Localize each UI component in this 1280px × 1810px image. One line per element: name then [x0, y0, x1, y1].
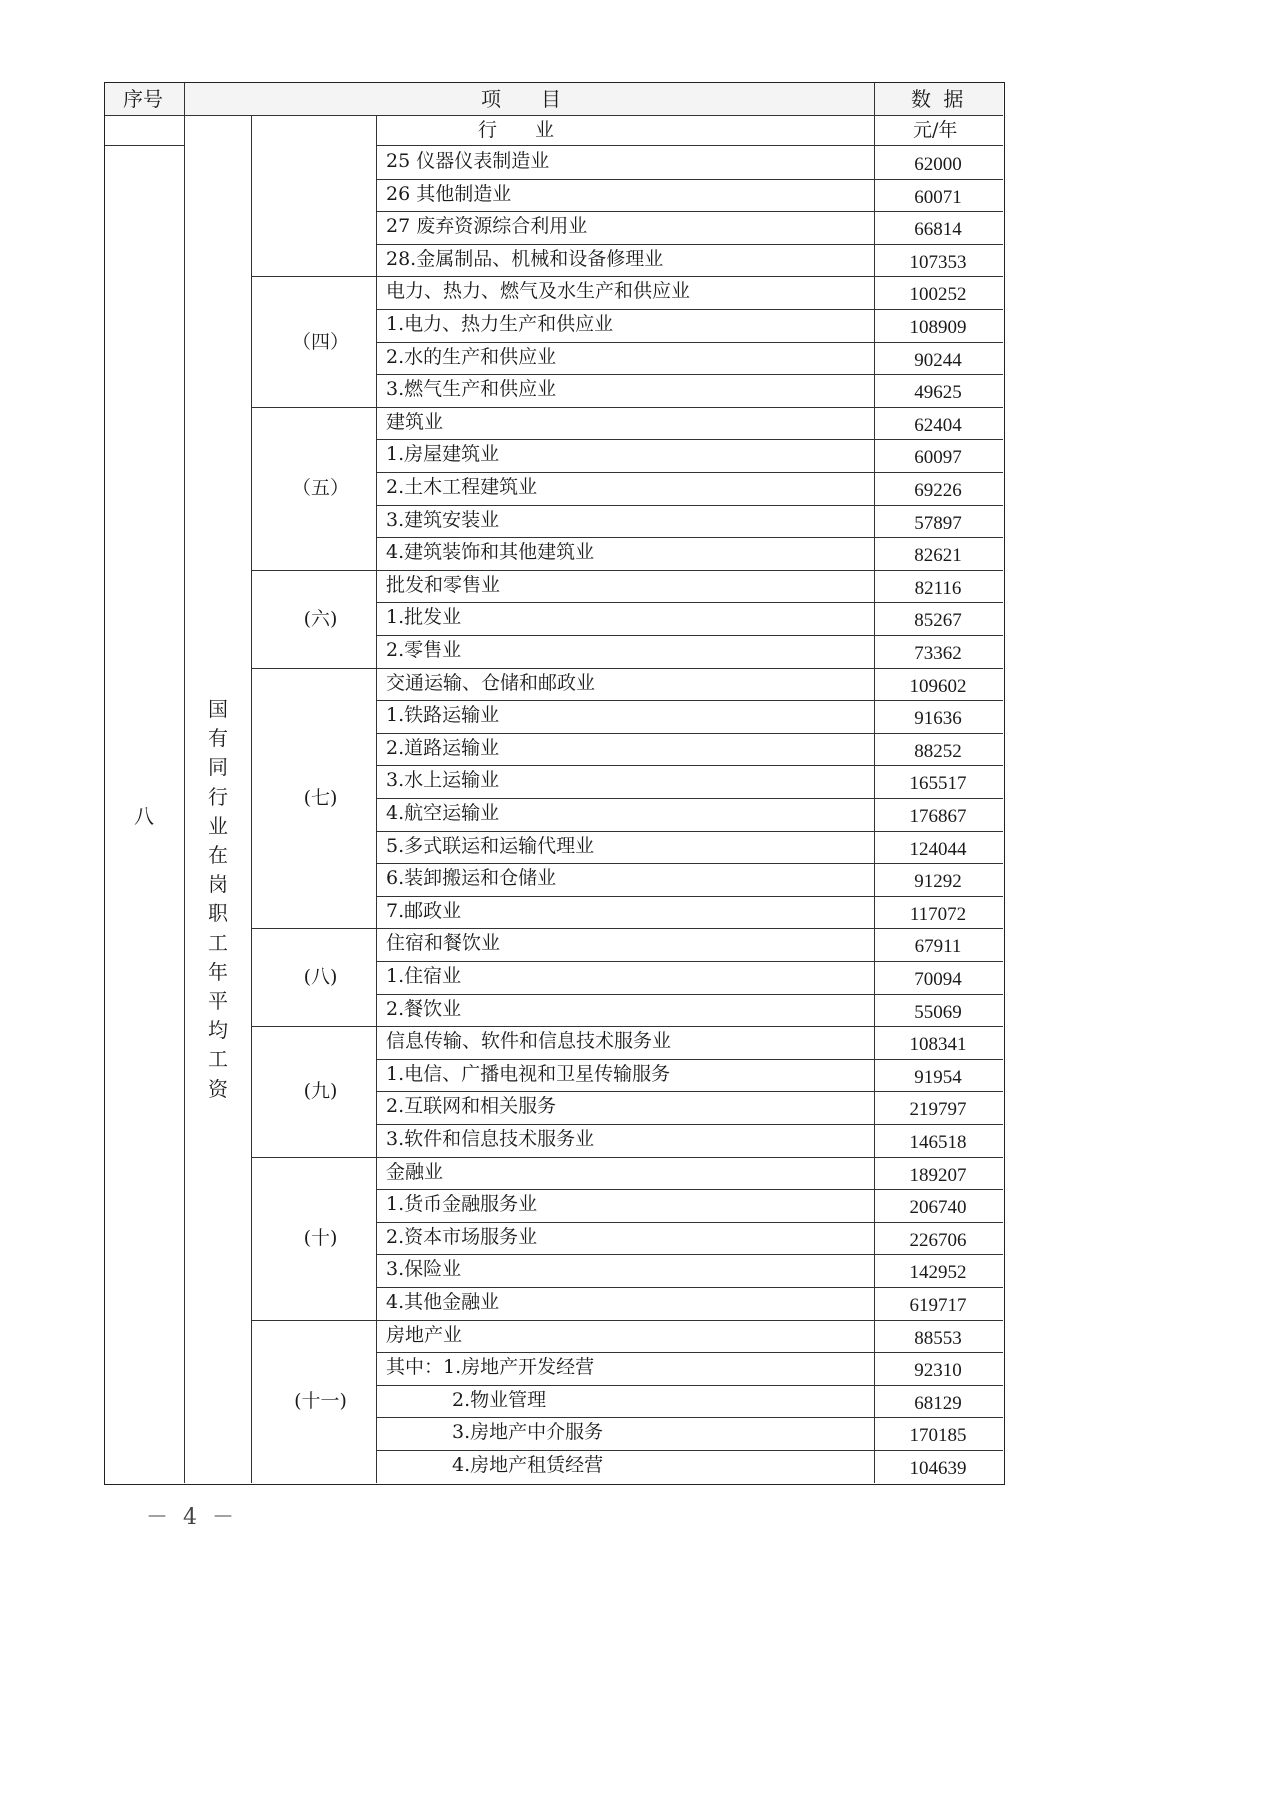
wage-value: 124044	[909, 838, 967, 860]
group-label: (九)	[303, 1080, 338, 1103]
subheader-divider	[376, 145, 1003, 146]
wage-value: 85267	[914, 610, 962, 632]
wage-value: 146518	[909, 1132, 967, 1153]
section-title-char: 年	[208, 959, 228, 984]
industry-name: 3.软件和信息技术服务业	[386, 1128, 595, 1150]
industry-name: 4.其他金融业	[386, 1291, 500, 1313]
industry-name: 1.批发业	[386, 606, 462, 629]
row-divider	[376, 505, 1003, 506]
wage-value: 82621	[914, 545, 962, 567]
wage-value: 107353	[909, 251, 967, 273]
header-divider	[105, 115, 1003, 116]
wage-value: 108909	[909, 317, 967, 338]
wage-value: 109602	[909, 675, 967, 697]
industry-name: 27 废弃资源综合利用业	[386, 215, 588, 238]
industry-name: 3.房地产中介服务	[452, 1421, 604, 1444]
row-divider	[376, 602, 1003, 603]
wage-value: 60097	[914, 447, 962, 469]
page-number: － 4 －	[146, 1505, 238, 1530]
seq-column-line	[184, 83, 185, 1483]
industry-name: 房地产业	[386, 1323, 463, 1346]
industry-name: 4.建筑装饰和其他建筑业	[386, 541, 595, 564]
industry-name: 26 其他制造业	[386, 182, 512, 205]
group-label: (十)	[303, 1227, 338, 1250]
header-data: 数 据	[911, 87, 967, 111]
industry-name: 7.邮政业	[386, 899, 462, 922]
section-title-char: 均	[208, 1018, 228, 1043]
wage-value: 66814	[914, 219, 962, 241]
section-title-char: 工	[208, 930, 228, 955]
wage-value: 69226	[914, 480, 962, 501]
wage-value: 170185	[909, 1425, 967, 1447]
group-divider	[251, 928, 1003, 929]
row-divider	[376, 1287, 1003, 1288]
section-title-char: 资	[208, 1076, 228, 1101]
header-item: 项 目	[481, 87, 561, 111]
group-divider	[251, 570, 1003, 571]
industry-name: 1.住宿业	[386, 965, 462, 987]
industry-name: 3.燃气生产和供应业	[386, 378, 557, 401]
row-divider	[376, 472, 1003, 473]
section-title-char: 职	[208, 901, 228, 926]
industry-name: 2.水的生产和供应业	[386, 345, 557, 368]
row-divider	[376, 733, 1003, 734]
wage-value: 90244	[914, 349, 962, 371]
industry-name: 28.金属制品、机械和设备修理业	[386, 247, 664, 270]
section-seq: 八	[134, 804, 154, 828]
row-divider	[376, 439, 1003, 440]
industry-name: 3.保险业	[386, 1258, 462, 1281]
row-divider	[376, 1124, 1003, 1125]
header-seq: 序号	[123, 87, 163, 111]
wage-value: 165517	[909, 773, 967, 795]
industry-name: 2.土木工程建筑业	[386, 476, 538, 498]
section-title-char: 行	[208, 784, 228, 809]
industry-name: 5.多式联运和运输代理业	[386, 834, 595, 857]
section-title-char: 在	[208, 843, 228, 868]
industry-name: 2.资本市场服务业	[386, 1225, 538, 1248]
subheader-unit: 元/年	[913, 119, 958, 141]
industry-name: 建筑业	[386, 410, 444, 433]
row-divider	[376, 1417, 1003, 1418]
section-title-char: 业	[208, 813, 228, 838]
section-title-char: 工	[208, 1047, 228, 1072]
industry-name: 3.水上运输业	[386, 769, 500, 792]
wage-value: 82116	[914, 577, 962, 599]
wage-value: 104639	[909, 1458, 967, 1479]
group-column-line	[376, 115, 377, 1483]
industry-name: 1.房屋建筑业	[386, 443, 500, 466]
wage-value: 176867	[909, 806, 967, 827]
row-divider	[376, 1189, 1003, 1190]
row-divider	[376, 211, 1003, 212]
group-label: (八)	[303, 966, 338, 989]
group-label: （四）	[291, 330, 349, 353]
section-title-char: 平	[208, 989, 228, 1014]
industry-name: 2.道路运输业	[386, 736, 500, 759]
wage-value: 117072	[909, 903, 967, 925]
wage-value: 91954	[914, 1066, 962, 1088]
group-divider	[251, 1157, 1003, 1158]
industry-name: 金融业	[386, 1160, 444, 1183]
industry-name: 电力、热力、燃气及水生产和供应业	[386, 280, 691, 303]
section-title-char: 国	[208, 697, 228, 721]
group-divider	[251, 407, 1003, 408]
industry-name: 4.航空运输业	[386, 802, 500, 824]
wage-value: 67911	[914, 936, 962, 958]
group-divider	[251, 1026, 1003, 1027]
industry-name: 4.房地产租赁经营	[452, 1454, 604, 1476]
group-divider	[251, 1320, 1003, 1321]
wage-value: 91292	[914, 871, 962, 893]
industry-name: 其中：1.房地产开发经营	[386, 1356, 595, 1379]
industry-name: 2.餐饮业	[386, 997, 462, 1020]
industry-name: 2.物业管理	[452, 1388, 547, 1411]
industry-name: 批发和零售业	[386, 573, 501, 596]
wage-value: 88252	[914, 740, 962, 762]
row-divider	[376, 179, 1003, 180]
row-divider	[376, 342, 1003, 343]
wage-value: 62404	[914, 414, 962, 436]
row-divider	[376, 537, 1003, 538]
wage-value: 73362	[914, 643, 962, 664]
wage-value: 60071	[914, 186, 962, 208]
wage-value: 68129	[914, 1392, 962, 1414]
row-divider	[376, 1450, 1003, 1451]
industry-name: 2.互联网和相关服务	[386, 1095, 557, 1118]
section-title-vertical	[201, 695, 235, 1104]
wage-value: 88553	[914, 1327, 962, 1349]
industry-name: 信息传输、软件和信息技术服务业	[386, 1030, 672, 1053]
industry-name: 1.货币金融服务业	[386, 1193, 538, 1216]
wage-table	[104, 82, 1005, 1485]
wage-value: 92310	[914, 1360, 962, 1382]
industry-name: 2.零售业	[386, 639, 462, 661]
row-divider	[376, 1091, 1003, 1092]
row-divider	[376, 1059, 1003, 1060]
wage-value: 91636	[914, 708, 962, 730]
row-divider	[376, 1352, 1003, 1353]
wage-value: 57897	[914, 512, 962, 534]
section-title-char: 同	[208, 755, 228, 780]
seq-header-divider	[105, 145, 184, 146]
row-divider	[376, 374, 1003, 375]
row-divider	[376, 863, 1003, 864]
row-divider	[376, 765, 1003, 766]
row-divider	[376, 1385, 1003, 1386]
row-divider	[376, 798, 1003, 799]
row-divider	[376, 831, 1003, 832]
row-divider	[376, 244, 1003, 245]
wage-value: 142952	[909, 1262, 967, 1284]
group-label: (七)	[303, 787, 338, 809]
industry-name: 住宿和餐饮业	[386, 932, 501, 955]
industry-name: 1.电信、广播电视和卫星传输服务	[386, 1062, 671, 1085]
wage-value: 206740	[909, 1197, 967, 1219]
row-divider	[376, 961, 1003, 962]
wage-value: 70094	[914, 969, 962, 990]
wage-value: 62000	[914, 154, 962, 175]
group-divider	[251, 276, 1003, 277]
row-divider	[376, 635, 1003, 636]
wage-value: 100252	[909, 284, 967, 306]
section-title-char: 岗	[208, 872, 228, 897]
wage-value: 108341	[909, 1034, 967, 1056]
group-divider	[251, 668, 1003, 669]
group-label: （五）	[291, 477, 349, 500]
industry-name: 6.装卸搬运和仓储业	[386, 867, 557, 890]
wage-value: 189207	[909, 1164, 967, 1186]
industry-name: 1.电力、热力生产和供应业	[386, 313, 614, 335]
industry-name: 25 仪器仪表制造业	[386, 150, 550, 172]
row-divider	[376, 700, 1003, 701]
row-divider	[376, 309, 1003, 310]
group-label: (六)	[303, 607, 338, 630]
industry-name: 3.建筑安装业	[386, 508, 500, 531]
group-label: (十一)	[294, 1390, 347, 1413]
row-divider	[376, 994, 1003, 995]
wage-value: 49625	[914, 382, 962, 404]
wage-value: 226706	[909, 1229, 967, 1251]
title-column-line	[251, 115, 252, 1483]
wage-value: 619717	[909, 1295, 967, 1316]
row-divider	[376, 896, 1003, 897]
wage-value: 219797	[909, 1099, 967, 1121]
industry-name: 交通运输、仓储和邮政业	[386, 671, 596, 694]
subheader-industry: 行 业	[478, 119, 555, 141]
section-title-char: 有	[208, 726, 228, 751]
row-divider	[376, 1254, 1003, 1255]
industry-name: 1.铁路运输业	[386, 704, 500, 727]
row-divider	[376, 1222, 1003, 1223]
wage-value: 55069	[914, 1001, 962, 1023]
